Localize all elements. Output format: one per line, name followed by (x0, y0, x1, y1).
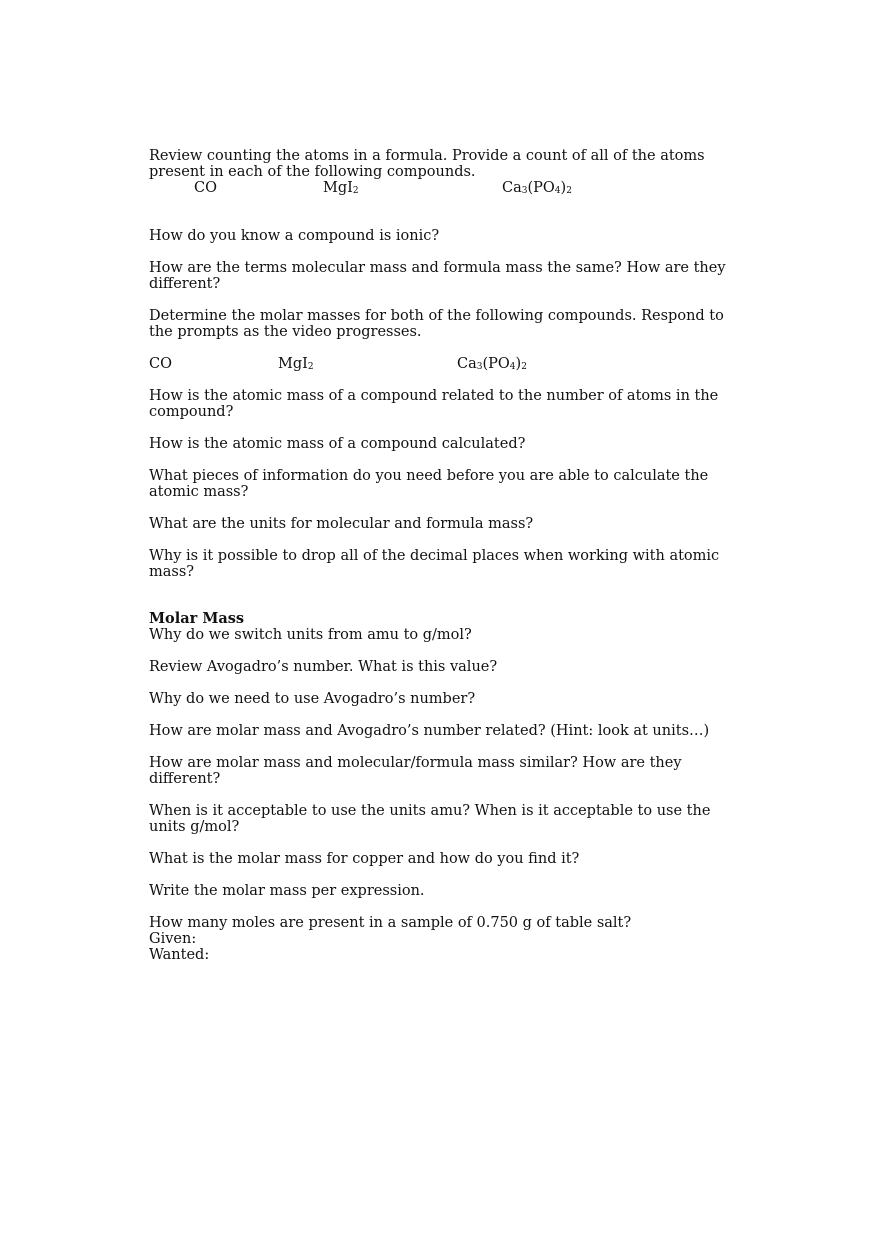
question-pieces: What pieces of information do you need before you are able to calculate the atomic mass? (149, 468, 709, 500)
question-molar-similar: How are molar mass and molecular/formula mass similar? How are they different? (149, 755, 682, 787)
intro-text: Review counting the atoms in a formula. Provide a count of all of the atoms present in each of the following compounds. (149, 148, 705, 180)
formula-ca3po42-2: $Ca_3(PO_4)_2$ (457, 356, 527, 372)
question-terms: How are the terms molecular mass and formula mass the same? How are they different? (149, 260, 726, 292)
question-calculated: How is the atomic mass of a compound calculated? (149, 436, 526, 452)
given-label: Given: (149, 931, 197, 947)
formula-row-2 (149, 356, 739, 372)
formula-mgi2-2: MgI$_2$ (278, 356, 314, 372)
question-units: What are the units for molecular and formula mass? (149, 516, 534, 532)
formula-row-1 (149, 180, 739, 196)
question-ionic: How do you know a compound is ionic? (149, 228, 440, 244)
question-review-avogadro: Review Avogadro’s number. What is this value? (149, 659, 498, 675)
question-molar-avogadro-related: How are molar mass and Avogadro’s number related? (Hint: look at units…) (149, 723, 710, 739)
section-heading-molar-mass: Molar Mass (149, 610, 245, 627)
formula-mgi2: MgI$_2$ (323, 180, 359, 196)
question-write-expression: Write the molar mass per expression. (149, 883, 425, 899)
formula-co-2: CO (149, 356, 172, 372)
question-determine: Determine the molar masses for both of the following compounds. Respond to the prompts as the video progresses. (149, 308, 724, 340)
wanted-label: Wanted: (149, 947, 210, 963)
worksheet-content (149, 148, 739, 963)
formula-co: CO (194, 180, 217, 196)
formula-ca3po42: $Ca_3(PO_4)_2$ (502, 180, 572, 196)
question-moles-salt: How many moles are present in a sample of 0.750 g of table salt? (149, 915, 632, 931)
question-acceptable-units: When is it acceptable to use the units amu? When is it acceptable to use the units g/mol? (149, 803, 711, 835)
question-related: How is the atomic mass of a compound related to the number of atoms in the compound? (149, 388, 719, 420)
question-copper: What is the molar mass for copper and how do you find it? (149, 851, 580, 867)
question-switch-units: Why do we switch units from amu to g/mol? (149, 627, 472, 643)
question-why-avogadro: Why do we need to use Avogadro’s number? (149, 691, 476, 707)
question-decimal: Why is it possible to drop all of the decimal places when working with atomic mass? (149, 548, 720, 580)
